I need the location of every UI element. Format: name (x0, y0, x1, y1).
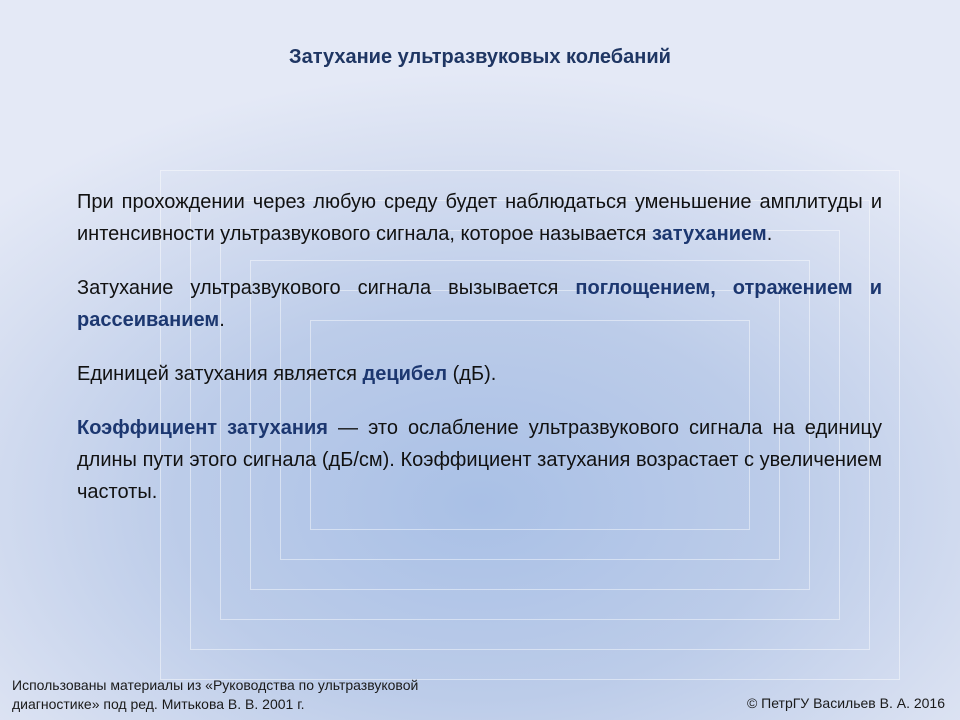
paragraph-text: . (766, 223, 773, 245)
paragraph-text: — это ослабление ультразвукового сигнала на единицу длины пути этого сигнала (дБ/см). Коэффициент затухания возрастает с увеличением частоты. (77, 417, 882, 503)
paragraph-text: (дБ). (447, 363, 497, 385)
copyright-note: © ПетрГУ Васильев В. А. 2016 (746, 695, 945, 711)
paragraph-attenuation-coefficient (77, 412, 882, 508)
slide-body (77, 186, 882, 508)
slide-title: Затухание ультразвуковых колебаний (289, 46, 671, 68)
highlight-term: децибел (362, 363, 448, 385)
source-note-line: Использованы материалы из «Руководства по ультразвуковой (12, 677, 419, 693)
paragraph-text: При прохождении через любую среду будет наблюдаться уменьшение амплитуды и интенсивности ультразвукового сигнала, которое называется (77, 191, 882, 245)
highlight-term: поглощением, отражением и рассеиванием (77, 277, 883, 331)
source-note (12, 676, 492, 714)
paragraph-attenuation-unit (77, 358, 882, 390)
highlight-term: Коэффициент затухания (77, 417, 328, 439)
paragraph-text: . (219, 309, 225, 331)
highlight-term: затуханием (651, 223, 767, 245)
paragraph-attenuation-causes (77, 272, 882, 336)
paragraph-attenuation-definition (77, 186, 882, 250)
source-note-line: диагностике» под ред. Митькова В. В. 2001 г. (12, 696, 305, 712)
paragraph-text: Единицей затухания является (77, 363, 363, 385)
paragraph-text: Затухание ультразвукового сигнала вызывается (77, 277, 576, 299)
